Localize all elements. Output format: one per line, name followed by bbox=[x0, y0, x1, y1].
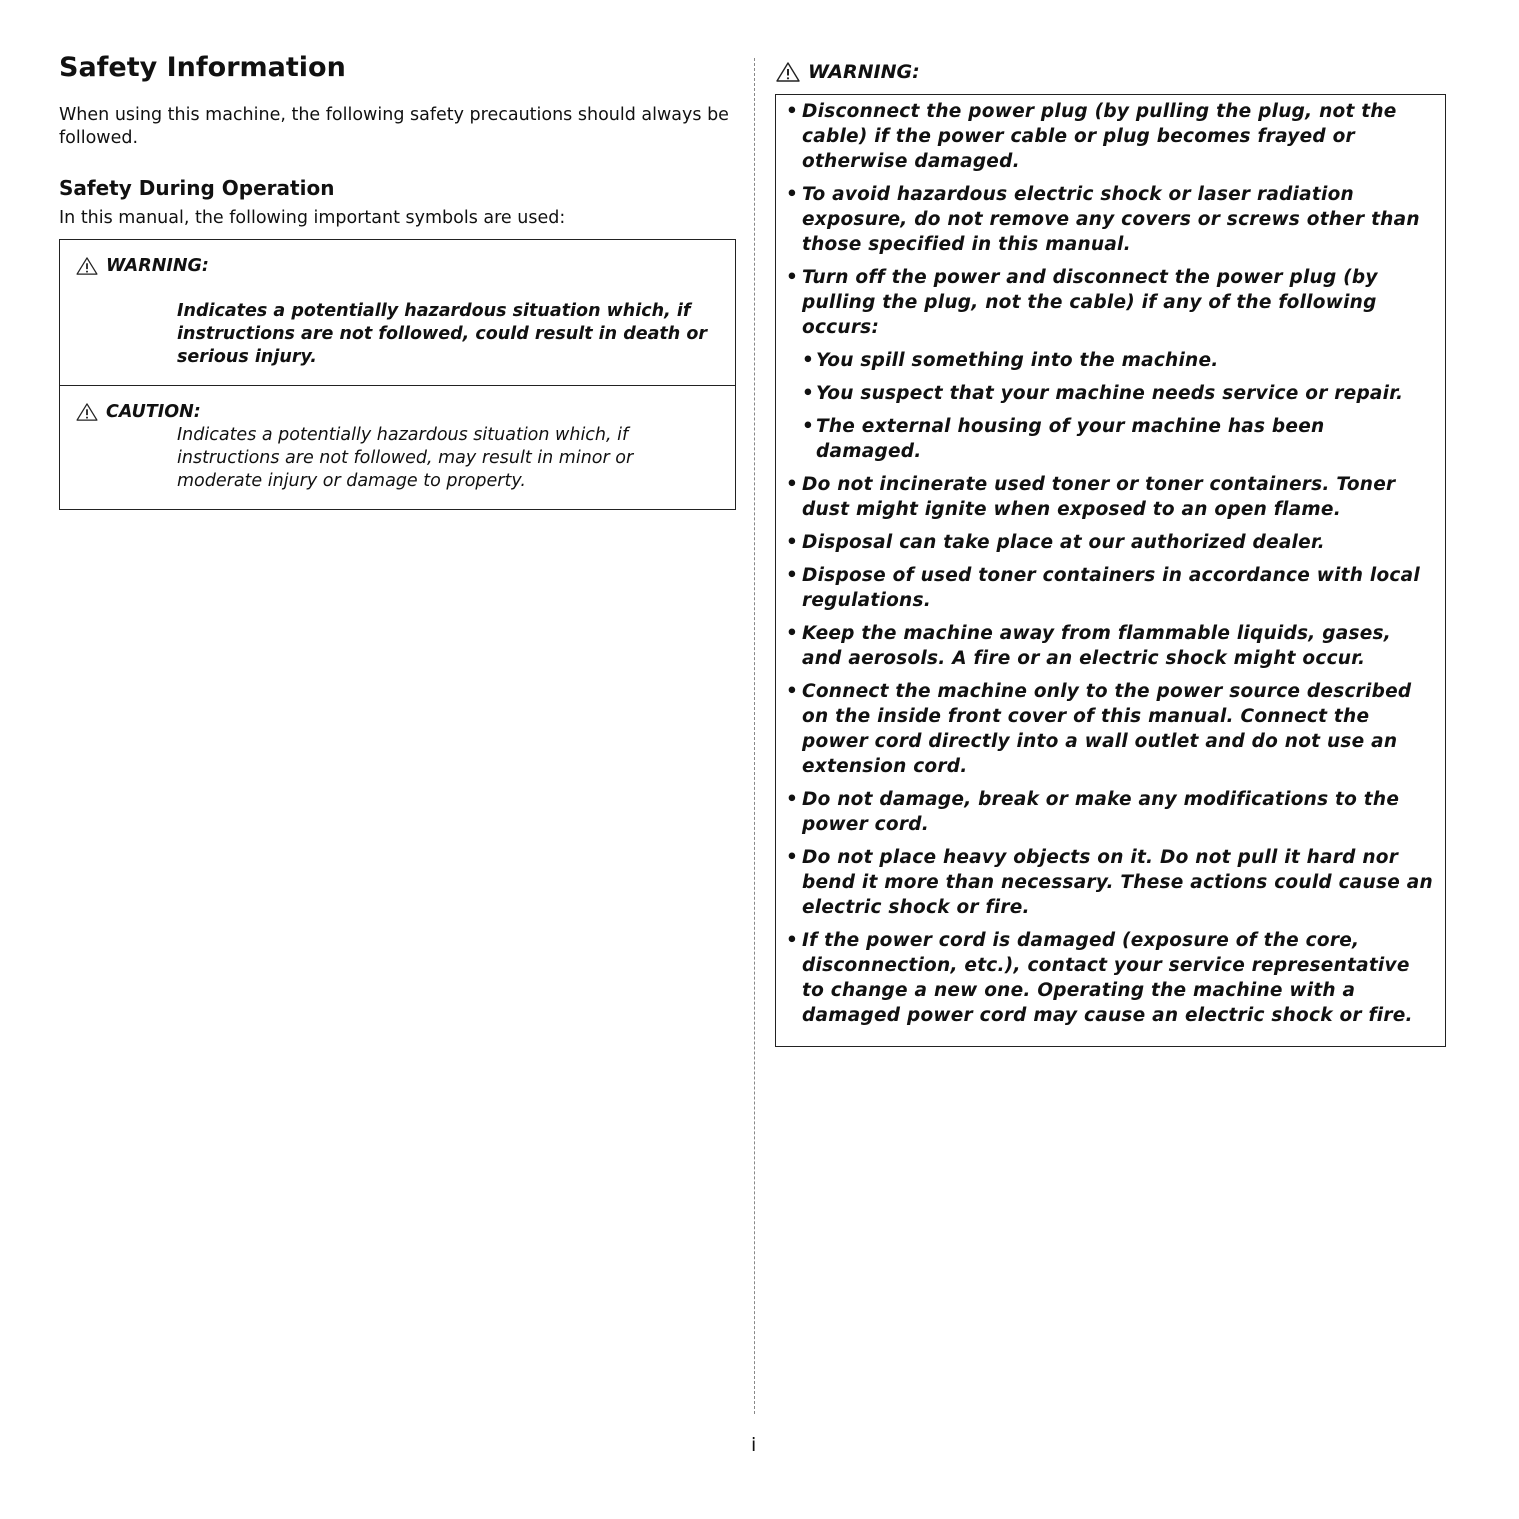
caution-symbol-row bbox=[60, 385, 735, 509]
sub-list-item bbox=[802, 348, 1435, 373]
bullet-icon: • bbox=[786, 532, 799, 553]
bullet-icon: • bbox=[786, 101, 799, 122]
bullet-icon: • bbox=[786, 847, 799, 868]
list-item bbox=[786, 679, 1435, 779]
list-item bbox=[786, 787, 1435, 837]
warning-label: WARNING: bbox=[106, 256, 209, 276]
list-item bbox=[786, 530, 1435, 555]
bullet-icon: • bbox=[786, 623, 799, 644]
intro-text: When using this machine, the following safety precautions should always be followed. bbox=[59, 105, 729, 148]
list-item-text: If the power cord is damaged (exposure of the core, disconnection, etc.), contact your service representative to change a new one. Operating the machine with a damaged power cord may cause an electric shock or fire. bbox=[802, 930, 1413, 1026]
warning-description: Indicates a potentially hazardous situation which, if instructions are not followed, could result in death or serious injury. bbox=[177, 301, 707, 367]
bullet-icon: • bbox=[786, 789, 799, 810]
list-item bbox=[786, 265, 1435, 340]
caution-description: Indicates a potentially hazardous situation which, if instructions are not followed, may result in minor or moderate injury or damage to property. bbox=[177, 425, 634, 491]
list-item-text: Disconnect the power plug (by pulling the plug, not the cable) if the power cable or plug becomes frayed or otherwise damaged. bbox=[802, 101, 1397, 172]
list-item-text: Do not place heavy objects on it. Do not pull it hard nor bend it more than necessary. These actions could cause an electric shock or fire. bbox=[802, 847, 1433, 918]
bullet-icon: • bbox=[786, 681, 799, 702]
caution-heading bbox=[76, 400, 719, 424]
sub-list-item bbox=[802, 414, 1435, 464]
column-divider bbox=[754, 58, 755, 1414]
list-item-text: To avoid hazardous electric shock or laser radiation exposure, do not remove any covers or screws other than those specified in this manual. bbox=[802, 184, 1420, 255]
left-column bbox=[59, 50, 736, 510]
list-item bbox=[786, 472, 1435, 522]
bullet-icon: • bbox=[786, 184, 799, 205]
caution-triangle-icon bbox=[76, 403, 98, 421]
list-item-text: You spill something into the machine. bbox=[816, 350, 1219, 371]
right-column bbox=[775, 58, 1446, 1047]
list-item bbox=[786, 621, 1435, 671]
list-item bbox=[786, 845, 1435, 920]
caution-label: CAUTION: bbox=[106, 402, 201, 422]
warning-panel-heading bbox=[775, 58, 1446, 86]
bullet-icon: • bbox=[786, 565, 799, 586]
list-item-text: Do not damage, break or make any modifications to the power cord. bbox=[802, 789, 1400, 835]
bullet-icon: • bbox=[786, 474, 799, 495]
list-item bbox=[786, 563, 1435, 613]
bullet-icon: • bbox=[786, 267, 799, 288]
bullet-icon: • bbox=[786, 930, 799, 951]
warning-triangle-icon bbox=[76, 257, 98, 275]
warning-symbol-row bbox=[60, 240, 735, 385]
bullet-icon: • bbox=[802, 383, 815, 404]
warning-panel-label: WARNING: bbox=[808, 61, 920, 83]
list-item-text: You suspect that your machine needs service or repair. bbox=[816, 383, 1404, 404]
list-item-text: Turn off the power and disconnect the power plug (by pulling the plug, not the cable) if any of the following occurs: bbox=[802, 267, 1378, 338]
list-item-text: Disposal can take place at our authorized dealer. bbox=[802, 532, 1325, 553]
list-item-text: The external housing of your machine has been damaged. bbox=[816, 416, 1325, 462]
list-item-text: Connect the machine only to the power source described on the inside front cover of this manual. Connect the power cord directly into a wall outlet and do not use an extension cord. bbox=[802, 681, 1412, 777]
bullet-icon: • bbox=[802, 350, 815, 371]
sub-list-item bbox=[802, 381, 1435, 406]
list-item bbox=[786, 182, 1435, 257]
warning-heading bbox=[76, 254, 719, 278]
symbols-table bbox=[59, 239, 736, 510]
section-intro: In this manual, the following important symbols are used: bbox=[59, 208, 566, 228]
warning-panel bbox=[775, 94, 1446, 1047]
list-item bbox=[786, 99, 1435, 174]
bullet-icon: • bbox=[802, 416, 815, 437]
list-item-text: Do not incinerate used toner or toner containers. Toner dust might ignite when exposed to an open flame. bbox=[802, 474, 1396, 520]
section-heading: Safety During Operation bbox=[59, 176, 335, 200]
page-number: i bbox=[751, 1434, 757, 1456]
warning-triangle-icon bbox=[776, 62, 800, 82]
list-item bbox=[786, 928, 1435, 1028]
list-item-text: Dispose of used toner containers in accordance with local regulations. bbox=[802, 565, 1420, 611]
list-item-text: Keep the machine away from flammable liquids, gases, and aerosols. A fire or an electric shock might occur. bbox=[802, 623, 1392, 669]
page-title: Safety Information bbox=[59, 52, 346, 83]
